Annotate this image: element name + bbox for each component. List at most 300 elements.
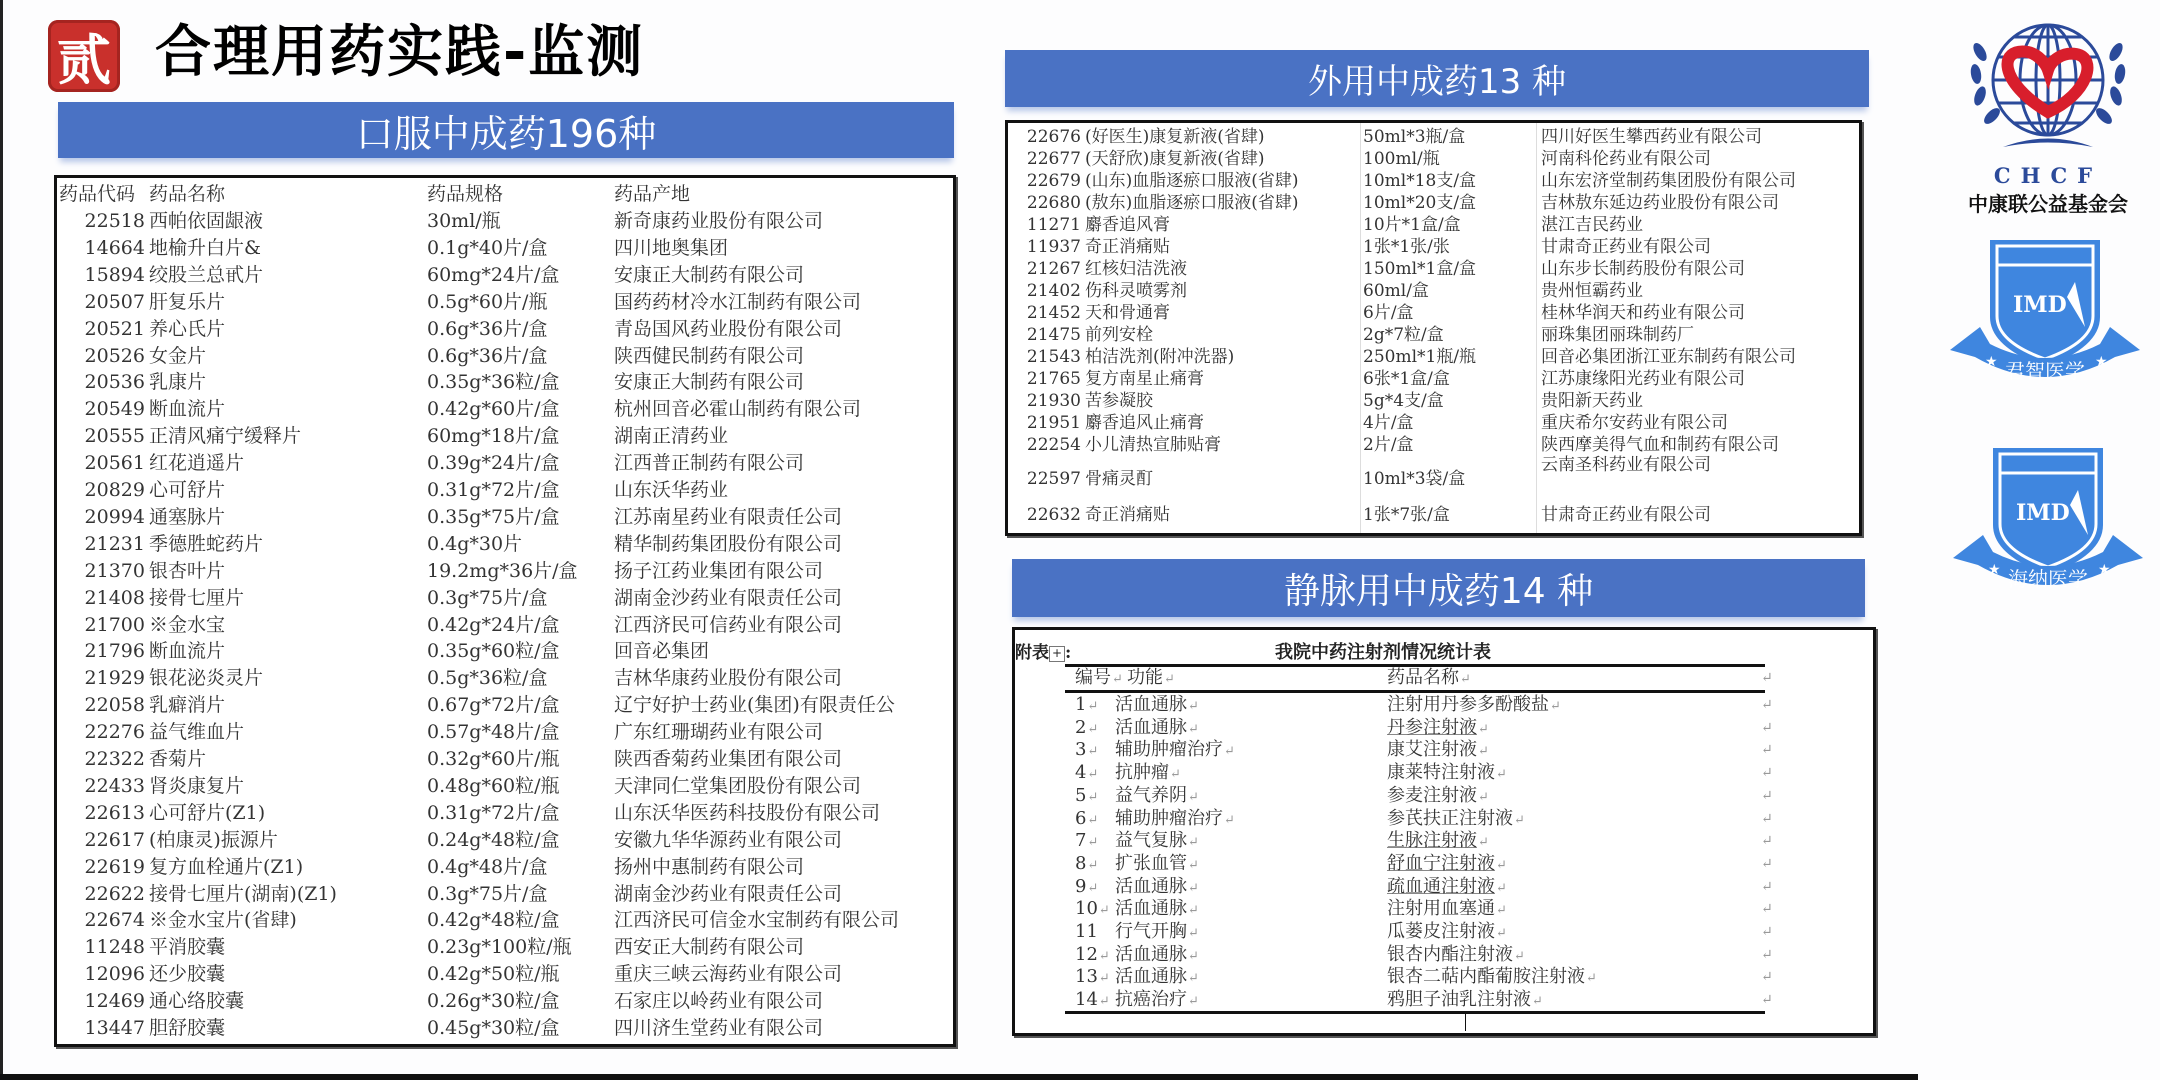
drug-spec: 4片/盒 [1363, 413, 1414, 433]
drug-name: 养心氏片 [149, 317, 226, 340]
drug-spec: 50ml*3瓶/盒 [1363, 127, 1466, 147]
drug-manufacturer: 四川好医生攀西药业有限公司 [1541, 127, 1762, 147]
iv-table-title: 我院中药注射剂情况统计表 [1275, 642, 1491, 663]
drug-name: 参麦注射液↵ [1387, 784, 1489, 806]
svg-text:IMD: IMD [2016, 500, 2070, 526]
drug-name: 麝香追风膏 [1085, 215, 1170, 235]
drug-name: 生脉注射液↵ [1387, 830, 1489, 852]
drug-manufacturer: 青岛国风药业股份有限公司 [614, 317, 843, 340]
table-row [57, 612, 953, 639]
drug-name: 绞股兰总甙片 [149, 263, 264, 286]
drug-spec: 0.32g*60片/瓶 [427, 748, 560, 770]
row-number: 1↵ [1075, 694, 1099, 715]
drug-manufacturer: 山东沃华医药科技股份有限公司 [614, 801, 881, 824]
drug-spec: 0.6g*36片/盒 [427, 344, 548, 367]
header-drug-name: 药品名称↵ [1387, 667, 1471, 688]
drug-name: 乳癖消片 [149, 694, 226, 717]
drug-name: 小儿清热宣肺贴膏 [1085, 435, 1221, 455]
drug-code: 12096 [84, 963, 145, 986]
drug-code: 22619 [84, 855, 145, 878]
drug-name: 女金片 [149, 344, 207, 367]
drug-function: 益气复脉↵ [1115, 830, 1199, 852]
table-row [57, 235, 953, 262]
drug-name: 接骨七厘片 [149, 586, 245, 609]
table-row [57, 746, 953, 773]
svg-text:★: ★ [2095, 354, 2108, 370]
row-number: 8↵ [1075, 852, 1099, 874]
svg-text:★: ★ [2098, 562, 2111, 578]
drug-code: 15894 [84, 263, 145, 286]
drug-manufacturer: 湖南金沙药业有限责任公司 [614, 882, 843, 905]
external-medicine-table [1005, 120, 1862, 536]
drug-name: (敖东)血脂逐瘀口服液(省肆) [1085, 193, 1299, 213]
drug-spec: 6张*1盒/盒 [1363, 369, 1450, 389]
drug-code: 21402 [1026, 281, 1081, 301]
drug-manufacturer: 贵州恒霸药业 [1541, 281, 1643, 301]
drug-spec: 60ml/盒 [1363, 281, 1429, 301]
header-no: 编号↵ [1075, 667, 1123, 688]
drug-name: 康莱特注射液↵ [1387, 762, 1507, 784]
drug-manufacturer: 河南科伦药业有限公司 [1541, 149, 1711, 169]
drug-manufacturer: 四川济生堂药业有限公司 [614, 1017, 824, 1039]
table-row [1008, 148, 1859, 171]
table-row [57, 450, 953, 477]
drug-code: 22597 [1026, 469, 1081, 489]
table-row [1015, 808, 1873, 831]
drug-function: 扩张血管↵ [1115, 852, 1199, 874]
drug-spec: 2片/盒 [1363, 435, 1414, 455]
drug-code: 20829 [84, 479, 145, 501]
table-row [57, 638, 953, 665]
drug-code: 20507 [84, 290, 145, 313]
drug-function: 活血通脉↵ [1115, 966, 1199, 988]
drug-name: 断血流片 [149, 640, 226, 663]
drug-name: ※金水宝片(省肆) [149, 909, 297, 932]
drug-code: 20994 [84, 505, 145, 528]
drug-spec: 0.4g*30片 [427, 532, 523, 555]
drug-code: 22680 [1026, 193, 1081, 213]
drug-manufacturer: 重庆三峡云海药业有限公司 [614, 963, 843, 986]
return-mark: ↵ [1761, 697, 1773, 713]
drug-spec: 0.39g*24片/盒 [427, 452, 560, 475]
drug-name: 通心络胶囊 [149, 990, 245, 1013]
drug-spec: 0.45g*30粒/盒 [427, 1017, 560, 1039]
drug-spec: 0.1g*40片/盒 [427, 236, 548, 259]
table-row [1008, 280, 1859, 303]
return-mark: ↵ [1761, 765, 1773, 782]
row-number: 3↵ [1075, 739, 1099, 761]
table-row [1015, 785, 1873, 808]
drug-manufacturer: 安康正大制药有限公司 [614, 371, 805, 394]
return-mark: ↵ [1761, 719, 1773, 736]
drug-manufacturer: 陕西摩美得气血和制药有限公司 [1541, 435, 1779, 455]
table-row [57, 773, 953, 800]
table-row [57, 208, 953, 235]
drug-spec: 0.42g*50粒/瓶 [427, 963, 560, 986]
drug-name: 肾炎康复片 [149, 774, 245, 797]
drug-code: 21700 [84, 613, 145, 636]
drug-manufacturer: 杭州回音必霍山制药有限公司 [614, 398, 862, 421]
drug-manufacturer: 江西济民可信金水宝制药有限公司 [614, 909, 900, 932]
drug-name: 红花逍遥片 [149, 452, 245, 475]
haina-medical-badge [1948, 440, 2148, 600]
drug-spec: 0.48g*60粒/瓶 [427, 774, 560, 797]
table-cell-stub [1465, 1013, 1466, 1031]
drug-name: 西帕依固龈液 [149, 210, 264, 232]
table-row [57, 692, 953, 719]
drug-function: 辅助肿瘤治疗↵ [1115, 739, 1235, 761]
row-number: 5↵ [1075, 784, 1099, 806]
drug-manufacturer: 精华制药集团股份有限公司 [614, 532, 843, 555]
table-row [1008, 434, 1859, 457]
drug-name: 伤科灵喷雾剂 [1085, 281, 1187, 301]
table-row [57, 396, 953, 423]
drug-name: 断血流片 [149, 398, 226, 421]
drug-code: 21452 [1026, 303, 1081, 323]
drug-name: 心可舒片 [149, 479, 226, 501]
drug-manufacturer: 山东沃华药业 [614, 479, 729, 501]
chcf-foundation-name: 中康联公益基金会 [1968, 192, 2128, 216]
junzhi-medical-badge [1945, 232, 2145, 392]
drug-name: 还少胶囊 [149, 963, 226, 986]
drug-name: 银杏内酯注射液↵ [1387, 943, 1525, 965]
drug-manufacturer: 广东红珊瑚药业有限公司 [614, 721, 824, 744]
drug-spec: 1张*7张/盒 [1363, 505, 1450, 525]
drug-code: 21765 [1026, 369, 1081, 389]
header-name: 药品名称 [149, 183, 226, 205]
drug-code: 21951 [1026, 413, 1081, 433]
table-row [1015, 921, 1873, 944]
drug-manufacturer: 扬州中惠制药有限公司 [614, 855, 805, 878]
drug-code: 22677 [1026, 149, 1081, 169]
drug-name: 鸦胆子油乳注射液↵ [1387, 989, 1543, 1011]
drug-spec: 0.4g*48片/盒 [427, 855, 548, 878]
drug-name: 正清风痛宁缓释片 [149, 425, 302, 448]
table-row [57, 531, 953, 558]
svg-text:IMD: IMD [2013, 292, 2067, 318]
drug-name: 乳康片 [149, 371, 207, 394]
drug-manufacturer: 回音必集团 [614, 640, 710, 663]
drug-code: 11248 [84, 936, 145, 959]
iv-header-row [1015, 667, 1873, 690]
table-row [1008, 170, 1859, 193]
table-row [1008, 236, 1859, 259]
row-number: 12↵ [1075, 943, 1110, 965]
drug-code: 21543 [1026, 347, 1081, 367]
drug-manufacturer: 甘肃奇正药业有限公司 [1541, 237, 1711, 257]
drug-spec: 0.5g*60片/瓶 [427, 290, 548, 313]
drug-code: 21408 [84, 586, 145, 609]
drug-spec: 0.5g*36粒/盒 [427, 667, 548, 690]
drug-code: 20555 [84, 425, 145, 448]
drug-name: 奇正消痛贴 [1085, 505, 1170, 525]
drug-spec: 0.57g*48片/盒 [427, 721, 560, 744]
drug-code: 22322 [84, 748, 145, 770]
row-number: 2↵ [1075, 716, 1099, 738]
drug-manufacturer: 江西普正制药有限公司 [614, 452, 805, 475]
table-row [1015, 876, 1873, 899]
drug-function: 活血通脉↵ [1115, 875, 1199, 897]
drug-function: 行气开胸↵ [1115, 921, 1199, 942]
table-row [1015, 989, 1873, 1012]
return-mark: ↵ [1761, 924, 1773, 940]
table-row [57, 827, 953, 854]
drug-code: 22679 [1026, 171, 1081, 191]
drug-code: 22254 [1026, 435, 1081, 455]
drug-name: 银杏叶片 [149, 559, 226, 582]
drug-code: 11937 [1026, 237, 1081, 257]
table-row [57, 934, 953, 961]
drug-name: (山东)血脂逐瘀口服液(省肆) [1085, 171, 1299, 191]
drug-spec: 0.3g*75片/盒 [427, 586, 548, 609]
drug-function: 抗肿瘤↵ [1115, 762, 1181, 784]
drug-manufacturer: 安康正大制药有限公司 [614, 263, 805, 286]
drug-name: 益气维血片 [149, 721, 245, 744]
table-row [1008, 368, 1859, 391]
drug-name: 复方血栓通片(Z1) [149, 855, 304, 878]
return-mark: ↵ [1761, 878, 1773, 895]
table-row [1015, 717, 1873, 740]
drug-spec: 0.42g*48粒/盒 [427, 909, 560, 932]
row-number: 7↵ [1075, 830, 1099, 852]
table-header-rule [1065, 690, 1765, 693]
drug-manufacturer: 贵阳新天药业 [1541, 391, 1643, 411]
drug-manufacturer: 云南圣科药业有限公司 [1541, 455, 1711, 475]
table-row [57, 262, 953, 289]
drug-spec: 30ml/瓶 [427, 210, 501, 232]
drug-manufacturer: 新奇康药业股份有限公司 [614, 210, 824, 232]
drug-name: 注射用丹参多酚酸盐↵ [1387, 694, 1561, 715]
iv-medicine-table [1012, 627, 1876, 1036]
row-number: 11 [1075, 921, 1098, 942]
table-row [1015, 853, 1873, 876]
header-code: 药品代码 [59, 183, 136, 205]
drug-code: 21231 [84, 532, 145, 555]
header-function: 功能↵ [1127, 667, 1175, 688]
return-mark: ↵ [1761, 946, 1773, 963]
drug-name: 通塞脉片 [149, 505, 226, 528]
drug-name: 银花泌炎灵片 [149, 667, 264, 690]
table-row [57, 1015, 953, 1042]
drug-manufacturer: 辽宁好护士药业(集团)有限责任公 [614, 694, 895, 717]
return-mark: ↵ [1761, 670, 1773, 686]
drug-function: 活血通脉↵ [1115, 716, 1199, 738]
table-row [1015, 694, 1873, 717]
row-number: 9↵ [1075, 875, 1099, 897]
drug-spec: 0.35g*75片/盒 [427, 505, 560, 528]
drug-manufacturer: 陕西香菊药业集团有限公司 [614, 748, 843, 770]
drug-name: 香菊片 [149, 748, 207, 770]
drug-code: 22632 [1026, 505, 1081, 525]
table-row [57, 477, 953, 504]
header-spec: 药品规格 [427, 183, 504, 205]
drug-manufacturer: 四川地奥集团 [614, 236, 729, 259]
drug-code: 20526 [84, 344, 145, 367]
drug-name: 康艾注射液↵ [1387, 739, 1489, 761]
table-move-handle-icon[interactable]: + [1049, 646, 1065, 662]
frame-left-edge [0, 0, 3, 1078]
oral-medicine-table [54, 175, 956, 1047]
drug-manufacturer: 江苏康缘阳光药业有限公司 [1541, 369, 1745, 389]
drug-name: 接骨七厘片(湖南)(Z1) [149, 882, 337, 905]
drug-code: 21370 [84, 559, 145, 582]
drug-name: 骨痛灵酊 [1085, 469, 1153, 489]
table-row [1008, 302, 1859, 325]
table-row [1015, 830, 1873, 853]
drug-manufacturer: 湖南正清药业 [614, 425, 729, 448]
drug-name: (柏康灵)振源片 [149, 828, 278, 851]
drug-name: 前列安栓 [1085, 325, 1153, 345]
table-row [1015, 966, 1873, 989]
drug-spec: 0.3g*75片/盒 [427, 882, 548, 905]
table-row [57, 289, 953, 316]
drug-spec: 0.35g*36粒/盒 [427, 371, 560, 394]
svg-text:★: ★ [1985, 354, 1998, 370]
table-row [57, 504, 953, 531]
drug-spec: 0.31g*72片/盒 [427, 479, 560, 501]
drug-code: 21475 [1026, 325, 1081, 345]
table-row [57, 558, 953, 585]
table-row [57, 988, 953, 1015]
table-row [1015, 739, 1873, 762]
table-row [57, 665, 953, 692]
shield-badge-icon [1948, 440, 2148, 600]
table-row [1008, 504, 1859, 527]
drug-name: 注射用血塞通↵ [1387, 898, 1507, 920]
return-mark: ↵ [1761, 742, 1773, 759]
svg-text:君智医学: 君智医学 [2005, 359, 2085, 383]
drug-manufacturer: 扬子江药业集团有限公司 [614, 559, 824, 582]
drug-spec: 19.2mg*36片/盒 [427, 559, 578, 582]
shield-badge-icon [1945, 232, 2145, 392]
drug-manufacturer: 湖南金沙药业有限责任公司 [614, 586, 843, 609]
row-number: 4↵ [1075, 762, 1099, 784]
section-seal-icon: 贰 [48, 20, 120, 92]
drug-manufacturer: 江苏南星药业有限责任公司 [614, 505, 843, 528]
drug-spec: 10ml*3袋/盒 [1363, 469, 1466, 489]
drug-name: ※金水宝 [149, 613, 226, 636]
table-row [57, 719, 953, 746]
drug-function: 益气养阴↵ [1115, 784, 1199, 806]
svg-text:海纳医学: 海纳医学 [2008, 567, 2088, 591]
drug-spec: 250ml*1瓶/瓶 [1363, 347, 1477, 367]
table-row [1008, 192, 1859, 215]
drug-manufacturer: 国药药材冷水江制药有限公司 [614, 290, 862, 313]
drug-spec: 1张*1张/张 [1363, 237, 1450, 257]
appendix-caption [1015, 638, 1071, 663]
external-medicine-banner: 外用中成药13 种 [1005, 50, 1869, 107]
table-row [1008, 126, 1859, 149]
drug-name: 肝复乐片 [149, 290, 226, 313]
return-mark: ↵ [1761, 855, 1773, 872]
drug-name: 平消胶囊 [149, 936, 226, 959]
row-number: 14↵ [1075, 989, 1110, 1011]
drug-spec: 0.35g*60粒/盒 [427, 640, 560, 663]
appendix-label: 附表 [1015, 643, 1049, 663]
drug-name: 红核妇洁洗液 [1085, 259, 1187, 279]
table-row [57, 585, 953, 612]
drug-manufacturer: 山东宏济堂制药集团股份有限公司 [1541, 171, 1796, 191]
return-mark: ↵ [1761, 901, 1773, 918]
drug-spec: 0.42g*60片/盒 [427, 398, 560, 421]
chcf-abbreviation: CHCF [1993, 163, 2103, 188]
drug-name: 心可舒片(Z1) [149, 801, 266, 824]
table-row [1008, 258, 1859, 281]
drug-manufacturer: 安徽九华华源药业有限公司 [614, 828, 843, 851]
appendix-colon: : [1065, 643, 1072, 663]
row-number: 6↵ [1075, 807, 1099, 829]
drug-name: 天和骨通膏 [1085, 303, 1170, 323]
table-row [1015, 762, 1873, 785]
svg-text:★: ★ [1988, 562, 2001, 578]
drug-code: 22433 [84, 774, 145, 797]
table-row [57, 854, 953, 881]
drug-manufacturer: 西安正大制药有限公司 [614, 936, 805, 959]
drug-spec: 0.42g*24片/盒 [427, 613, 560, 636]
drug-code: 22674 [84, 909, 145, 932]
drug-name: 复方南星止痛膏 [1085, 369, 1204, 389]
drug-name: 银杏二萜内酯葡胺注射液↵ [1387, 966, 1597, 988]
drug-name: 胆舒胶囊 [149, 1017, 226, 1039]
table-row [57, 881, 953, 908]
drug-manufacturer: 回音必集团浙江亚东制药有限公司 [1541, 347, 1796, 367]
drug-spec: 0.6g*36片/盒 [427, 317, 548, 340]
table-row [1008, 214, 1859, 237]
table-row [57, 423, 953, 450]
drug-code: 22676 [1026, 127, 1081, 147]
drug-code: 22613 [84, 801, 145, 824]
drug-spec: 5g*4支/盒 [1363, 391, 1444, 411]
drug-function: 辅助肿瘤治疗↵ [1115, 807, 1235, 829]
drug-spec: 0.31g*72片/盒 [427, 801, 560, 824]
drug-function: 活血通脉↵ [1115, 694, 1199, 715]
drug-spec: 2g*7粒/盒 [1363, 325, 1444, 345]
table-row [57, 961, 953, 988]
drug-spec: 10片*1盒/盒 [1363, 215, 1461, 235]
drug-code: 22276 [84, 721, 145, 744]
drug-manufacturer: 吉林敖东延边药业股份有限公司 [1541, 193, 1779, 213]
drug-name: 疏血通注射液↵ [1387, 875, 1507, 897]
drug-code: 20521 [84, 317, 145, 340]
drug-spec: 60mg*18片/盒 [427, 425, 560, 448]
drug-spec: 6片/盒 [1363, 303, 1414, 323]
drug-name: 季德胜蛇药片 [149, 532, 264, 555]
drug-spec: 100ml/瓶 [1363, 149, 1440, 169]
table-row [57, 800, 953, 827]
table-row [1015, 944, 1873, 967]
drug-manufacturer: 江西济民可信药业有限公司 [614, 613, 843, 636]
table-row [57, 343, 953, 370]
header-manufacturer: 药品产地 [614, 183, 691, 205]
drug-code: 22617 [84, 828, 145, 851]
drug-name: 参芪扶正注射液↵ [1387, 807, 1525, 829]
drug-code: 12469 [84, 990, 145, 1013]
drug-manufacturer: 石家庄以岭药业有限公司 [614, 990, 824, 1013]
drug-manufacturer: 甘肃奇正药业有限公司 [1541, 505, 1711, 525]
drug-spec: 60mg*24片/盒 [427, 263, 560, 286]
drug-code: 20561 [84, 452, 145, 475]
drug-spec: 0.67g*72片/盒 [427, 694, 560, 717]
table-row [57, 316, 953, 343]
drug-function: 活血通脉↵ [1115, 898, 1199, 920]
drug-manufacturer: 吉林华康药业股份有限公司 [614, 667, 843, 690]
table-header-row [57, 181, 953, 208]
drug-code: 14664 [84, 236, 145, 259]
row-number: 13↵ [1075, 966, 1110, 988]
drug-code: 20536 [84, 371, 145, 394]
drug-name: 地榆升白片& [149, 236, 261, 259]
oral-medicine-banner: 口服中成药196种 [58, 102, 954, 158]
